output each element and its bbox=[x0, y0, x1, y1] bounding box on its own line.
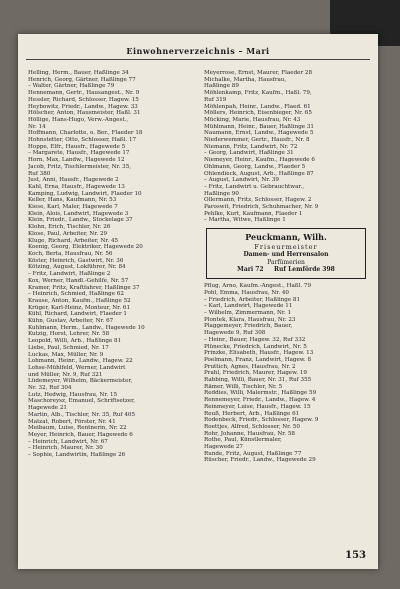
directory-entry: – Heinrich, Landwirt, Nr. 67 bbox=[28, 438, 108, 445]
directory-entry: – Fritz, Landwirt u. Gebrauchtwar., bbox=[204, 183, 305, 190]
directory-entry: Leopold, Willi, Arb., Haßlinge 81 bbox=[28, 338, 122, 345]
directory-entry: Haßlinge 89 bbox=[204, 83, 239, 90]
directory-entry: Krüger, Karl-Heinz, Monteur, Nr. 61 bbox=[28, 304, 131, 311]
directory-entry: Klein, Friedr., Landw., Stockelage 37 bbox=[28, 217, 133, 224]
directory-entry: Just, Anni, Hausfr., Hagewede 2 bbox=[28, 177, 119, 184]
directory-entry: Kühl, Richard, Landwirt, Flaeder 1 bbox=[28, 311, 127, 318]
directory-entry: Meyer, Heinrich, Bauer, Hagewede 6 bbox=[28, 431, 133, 438]
directory-entry: Ohlmann, Georg, Landw., Flaeder 5 bbox=[204, 163, 306, 170]
directory-entry: Meibaum, Luise, Rentnerin, Nr. 22 bbox=[28, 425, 127, 432]
directory-entry: Nr. 14 bbox=[28, 123, 46, 130]
directory-entry: Hessler, Richard, Schlosser, Hagew. 15 bbox=[28, 96, 139, 103]
directory-entry: Plünecke, Friedrich, Landwirt, Nr. 5 bbox=[204, 343, 307, 350]
book-page bbox=[18, 34, 378, 569]
directory-entry: Poelmann, Franz, Landwirt, Hagew. 8 bbox=[204, 356, 312, 363]
directory-entry: – Martha, Witwe, Haßlinge 1 bbox=[204, 217, 286, 224]
directory-entry: Naumann, Ernst, Landw., Hagewede 5 bbox=[204, 130, 314, 137]
directory-entry: – Heinrich, Schmied, Haßlinge 62 bbox=[28, 291, 124, 298]
advert-salon: Damen- und Herrensalon bbox=[243, 251, 329, 259]
directory-entry: Mücking, Marie, Hausfrau, Nr. 43 bbox=[204, 116, 301, 123]
directory-entry: – Heinr., Bauer, Hagew. 32, Ruf 332 bbox=[204, 336, 306, 343]
directory-entry: – August, Landwirt, Nr. 39 bbox=[204, 177, 279, 184]
directory-entry: Roettjes, Alfred, Schlosser, Nr. 50 bbox=[204, 423, 300, 430]
directory-entry: Pruttich, Agnes, Hausfrau, Nr. 2 bbox=[204, 363, 296, 370]
directory-entry: Rothe, Paul, Künstlermaler, bbox=[204, 437, 282, 444]
directory-entry: Lutz, Hedwig, Hausfrau, Nr. 15 bbox=[28, 391, 118, 398]
directory-entry: und Müller, Nr. 9, Ruf 321 bbox=[28, 371, 103, 378]
directory-entry: Kühn, Gustav, Arbeiter, Nr. 67 bbox=[28, 318, 114, 325]
directory-entry: Heybowitz, Friedr., Landw., Hagew. 33 bbox=[28, 103, 138, 110]
directory-entry: Prahl, Friedrich, Maurer, Hagew. 19 bbox=[204, 370, 307, 377]
directory-entry: Rohr, Johanne, Hausfrau, Nr. 58 bbox=[204, 430, 295, 437]
directory-entry: Horn, Max, Landw., Hagewede 12 bbox=[28, 157, 125, 164]
directory-entry: Maschoreysz, Emanuel, Schriftsetzer, bbox=[28, 398, 136, 405]
directory-entry: Kuhlmann, Herm., Landw., Hagewede 10 bbox=[28, 324, 145, 331]
directory-entry: Kamping, Ludwig, Landwirt, Flaeder 10 bbox=[28, 190, 142, 197]
directory-entry: – Heinrich, Maurer, Nr. 30 bbox=[28, 445, 103, 452]
directory-entry: – Friedrich, Arbeiter, Haßlinge 81 bbox=[204, 296, 301, 303]
directory-entry: – Walter, Gärtner, Haßlinge 79 bbox=[28, 83, 115, 90]
directory-entry: Krause, Anton, Kaufm., Haßlinge 52 bbox=[28, 297, 131, 304]
directory-entry: Niemann, Fritz, Landwirt, Nr. 72 bbox=[204, 143, 298, 150]
directory-entry: Rabbing, Willi, Bauer, Nr. 31, Ruf 355 bbox=[204, 377, 312, 384]
page-number: 153 bbox=[345, 550, 366, 561]
directory-entry: Lüdemeyer, Wilhelm, Bäckermeister, bbox=[28, 378, 133, 385]
directory-entry: Helling, Herm., Bauer, Haßlinge 34 bbox=[28, 70, 129, 76]
directory-entry: Rodenbeck, Friedr., Schlosser, Hagew. 9 bbox=[204, 417, 319, 424]
directory-entry: Koenig, Georg, Elektriker, Hagewede 20 bbox=[28, 244, 143, 251]
directory-entry: Koch, Berta, Hausfrau, Nr. 56 bbox=[28, 250, 113, 257]
directory-entry: Hohnstetter, Otto, Schlosser, Haßl. 17 bbox=[28, 137, 137, 144]
right-column-bottom-entries bbox=[204, 283, 368, 464]
directory-entry: Liebe, Paul, Schmied, Nr. 17 bbox=[28, 344, 109, 351]
directory-entry: Rämer, Willi, Tischler, Nr. 5 bbox=[204, 383, 283, 390]
directory-entry: Hagewede 27 bbox=[204, 444, 243, 451]
page-header-title: Einwohnerverzeichnis – Mari bbox=[126, 46, 270, 56]
directory-entry: Hagewede 21 bbox=[28, 405, 67, 412]
directory-entry: Möhlenkamp, Fritz, Kaufm., Haßl. 79, bbox=[204, 90, 312, 97]
directory-entry: Prinzke, Elisabeth, Hausfr., Hagew. 13 bbox=[204, 350, 314, 357]
advert-contact bbox=[209, 266, 363, 274]
directory-entry: Hoppe, Elfr., Hausfr., Hagewede 5 bbox=[28, 143, 126, 150]
directory-entry: Lohmann, Heinr., Landw., Hagew. 22 bbox=[28, 358, 133, 365]
directory-entry: Höllige, Hans-Hugo, Verw.-Angest., bbox=[28, 116, 129, 123]
directory-entry: Haßlinge 90 bbox=[204, 190, 239, 197]
directory-entry: Niederwemmer, Gertr., Hausfr., Nr. 8 bbox=[204, 137, 310, 144]
directory-entry: Nr. 32, Ruf 304 bbox=[28, 385, 72, 392]
directory-entry: Möllers, Heinrich, Eisenbieger, Nr. 65 bbox=[204, 110, 312, 117]
directory-entry: Kutzig, Horst, Lehrer, Nr. 58 bbox=[28, 331, 110, 338]
advert-trade: Friseurmeister bbox=[254, 243, 318, 252]
directory-entry: Luckas, Max, Müller, Nr. 9 bbox=[28, 351, 104, 358]
directory-entry: – Fritz, Landwirt, Haßlinge 2 bbox=[28, 271, 111, 278]
directory-entry: Ruf 319 bbox=[204, 96, 227, 103]
directory-entry: – Sophie, Landwirtin, Haßlinge 26 bbox=[28, 452, 126, 459]
left-column bbox=[28, 70, 192, 459]
directory-entry: Martin, Alb., Tischler, Nr. 35, Ruf 405 bbox=[28, 411, 136, 418]
directory-entry: Kramer, Fritz, Kraftfahrer, Haßlinge 37 bbox=[28, 284, 140, 291]
directory-entry: Rüscher, Friedr., Landw., Hagewede 29 bbox=[204, 457, 316, 464]
directory-entry: Rennemeyer, Friedr., Landw., Hagew. 4 bbox=[204, 397, 316, 404]
directory-entry: Hoffmann, Charlotte, o. Ber., Flaeder 18 bbox=[28, 130, 143, 137]
directory-entry: Paroswit, Friedrich, Schuhmacher, Nr. 9 bbox=[204, 204, 319, 211]
directory-entry: Matzat, Robert, Förster, Nr. 41 bbox=[28, 418, 116, 425]
directory-entry: Jacob, Fritz, Tischlermeister, Nr. 35, bbox=[28, 163, 132, 170]
directory-entry: Pflug, Arno, Kaufm.-Angest., Haßl. 79 bbox=[204, 283, 312, 290]
directory-entry: Köster, Heinrich, Gastwirt, Nr. 36 bbox=[28, 257, 124, 264]
directory-entry: Klein, Alois, Landwirt, Hagewede 3 bbox=[28, 210, 129, 217]
directory-entry: Niemeyer, Heinr., Kaufm., Hagewede 6 bbox=[204, 157, 315, 164]
directory-entry: Klose, Paul, Arbeiter, Nr. 29 bbox=[28, 230, 108, 237]
directory-entry: Kahl, Erna, Hausfr., Hagewede 13 bbox=[28, 183, 125, 190]
directory-entry: Kiese, Karl, Maler, Hagewede 7 bbox=[28, 204, 118, 211]
advert-address: Mari 72 bbox=[237, 266, 264, 274]
directory-entry: Klohn, Erich, Tischler, Nr. 26 bbox=[28, 224, 111, 231]
advert-name: Peuckmann, Wilh. bbox=[245, 232, 327, 243]
directory-entry: Pohl, Emma, Hausfrau, Nr. 40 bbox=[204, 289, 289, 296]
directory-entry: Reuß, Herbert, Arb., Haßlinge 61 bbox=[204, 410, 300, 417]
directory-entry: Michalke, Martha, Hausfrau, bbox=[204, 76, 287, 83]
directory-entry: Lohse-Mühlfeld, Werner, Landwirt bbox=[28, 364, 126, 371]
directory-entry: – Georg, Landwirt, Haßlinge 31 bbox=[204, 150, 294, 157]
header-rule bbox=[26, 59, 370, 60]
directory-entry: Ohlendieck, August, Arb., Haßlinge 87 bbox=[204, 170, 314, 177]
directory-entry: Keller, Hans, Kaufmann, Nr. 53 bbox=[28, 197, 117, 204]
directory-entry: Pehlke, Kurt, Kaufmann, Flaeder 1 bbox=[204, 210, 303, 217]
directory-entry: Ollermann, Fritz, Schlosser, Hagew. 2 bbox=[204, 197, 312, 204]
right-column bbox=[204, 70, 368, 464]
advert-shop: Parfümerien bbox=[267, 258, 305, 266]
directory-entry: Möhlenpah, Heinr., Landw., Flaed. 61 bbox=[204, 103, 311, 110]
right-column-top-entries bbox=[204, 70, 368, 224]
advert-box bbox=[206, 228, 366, 279]
directory-entry: Plaggemeyer, Friedrich, Bauer, bbox=[204, 323, 293, 330]
directory-entry: Hennemann, Gertr., Hausangest., Nr. 9 bbox=[28, 90, 140, 97]
directory-entry: Kluge, Richard, Arbeiter, Nr. 45 bbox=[28, 237, 119, 244]
directory-entry: Kötzing, August, Lokführer, Nr. 84 bbox=[28, 264, 126, 271]
directory-entry: Runde, Fritz, August, Haßlinge 77 bbox=[204, 450, 302, 457]
directory-entry: Kox, Werner, Handl.-Gehilfe, Nr. 57 bbox=[28, 277, 129, 284]
directory-entry: – Karl, Landwirt, Hagewede 11 bbox=[204, 303, 293, 310]
directory-entry: Ruf 380 bbox=[28, 170, 51, 177]
directory-entry: Reinmeyer, Luise, Hausfr., Hagew. 15 bbox=[204, 403, 311, 410]
directory-entry: Henrich, Georg, Gärtner, Haßlinge 77 bbox=[28, 76, 136, 83]
directory-entry: – Wilhelm, Zimmermann, Nr. 1 bbox=[204, 309, 292, 316]
directory-entry: Hölscher, Anton, Hausmeister, Haßl. 31 bbox=[28, 110, 141, 117]
directory-entry: Mühlmann, Heinr., Bauer, Haßlinge 31 bbox=[204, 123, 314, 130]
directory-entry: Plontek, Klara, Hausfrau, Nr. 23 bbox=[204, 316, 296, 323]
directory-entry: Meyerrose, Ernst, Maurer, Flaeder 28 bbox=[204, 70, 313, 76]
directory-entry: – Margarete, Hausfr., Hagewede 17 bbox=[28, 150, 130, 157]
advert-phone: Ruf Lemförde 398 bbox=[274, 266, 335, 274]
directory-entry: Reddies, Willi, Malermstr., Haßlinge 59 bbox=[204, 390, 317, 397]
directory-entry: Hagewede 9, Ruf 308 bbox=[204, 330, 266, 337]
